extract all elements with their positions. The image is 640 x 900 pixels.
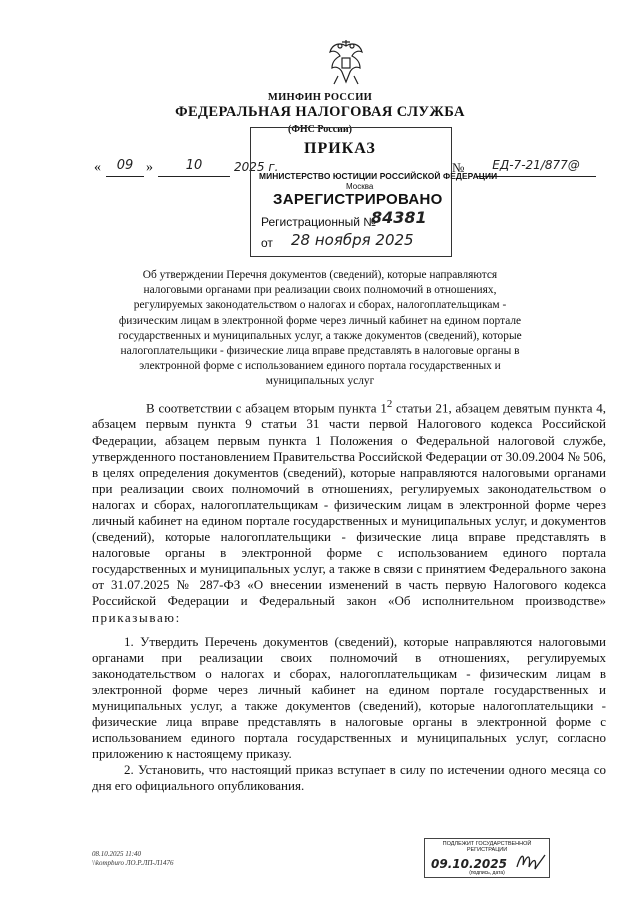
- stamp-date-prefix: от: [261, 236, 273, 250]
- paragraph-item-1: 1. Утвердить Перечень документов (сведений), которые направляются налоговыми органами при реализации своих полномочий в отношениях, регулируемых законодательством о налогах и сборах, налогоплательщикам - физическим лицам в электронной форме через личный кабинет на едином портале государственных и муниципальных услуг, а также документов (сведений), которые налогоплательщики - физические лица вправе представлять в налоговые органы в электронной форме с использованием единого портала государственных и муниципальных услуг, согласно приложению к настоящему приказу.: [92, 633, 606, 762]
- document-type: ПРИКАЗ: [304, 140, 376, 157]
- ministry-name: МИНФИН РОССИИ: [267, 92, 373, 103]
- box-sign-caption: (подпись, дата): [469, 870, 505, 876]
- coat-of-arms-icon: [326, 36, 366, 88]
- document-number: ЕД-7-21/877@: [476, 158, 596, 177]
- paragraph-preamble: [92, 396, 606, 626]
- preamble-text-b: статьи 21, абзацем девятым пункта 4, абзацем первым пункта 9 статьи 31 части первой Налогового кодекса Российской Федерации, абзацем первым пункта 1 Положения о Федеральной налоговой службе, утвержденного постановлением Правительства Российской Федерации от 30.09.2004 № 506, в целях определения документов (сведений), которые направляются налоговыми органами при реализации своих полномочий в отношениях, регулируемых законодательством о налогах и сборах, налогоплательщикам - физическим лицам в электронной форме через личный кабинет на едином портале государственных и муниципальных услуг, и документов (сведений), которые налогоплательщики - физические лица вправе представлять в налоговые органы в электронной форме с использованием единого портала государственных и муниципальных услуг, а также в связи с принятием Федерального закона от 31.07.2025 № 287-ФЗ «О внесении изменений в часть первую Налогового кодекса Российской Федерации и Федеральный закон «Об исполнительном производстве»: [92, 400, 607, 609]
- footer-timestamp: 08.10.2025 11:40: [92, 850, 142, 858]
- service-name: ФЕДЕРАЛЬНАЯ НАЛОГОВАЯ СЛУЖБА: [175, 104, 465, 120]
- order-word: приказываю:: [92, 609, 181, 625]
- document-body: [92, 396, 606, 795]
- service-abbr: (ФНС России): [287, 124, 352, 135]
- number-sign: №: [452, 160, 465, 175]
- paragraph-item-2: 2. Установить, что настоящий приказ вступает в силу по истечении одного месяца со дня его официального опубликования.: [92, 762, 606, 794]
- box-date: 09.10.2025: [431, 857, 507, 871]
- stamp-city: Москва: [346, 182, 374, 191]
- stamp-reg-date: 28 ноября 2025: [291, 231, 414, 249]
- document-title: Об утверждении Перечня документов (сведений), которые направляются налоговыми органами при реализации своих полномочий в отношениях, регулируемых законодательством о налогах и сборах, налогоплательщикам - физическим лицам в электронной форме через личный кабинет на едином портале государственных и муниципальных услуг, а также документов (сведений), которые налогоплательщики - физические лица вправе представлять в налоговые органы в электронной форме с использованием единого портала государственных и муниципальных услуг: [118, 269, 522, 388]
- date-open-quote: «: [94, 160, 101, 175]
- preamble-superscript: 2: [386, 398, 393, 410]
- registration-stamp: [250, 127, 498, 257]
- stamp-registered: ЗАРЕГИСТРИРОВАНО: [273, 191, 443, 208]
- date-close-quote: »: [146, 160, 153, 175]
- footer-file: \\kompburo ЛО.Р.ЛП-Л1476: [92, 859, 174, 867]
- date-year: 2025 г.: [234, 160, 279, 174]
- stamp-ministry-line: МИНИСТЕРСТВО ЮСТИЦИИ РОССИЙСКОЙ ФЕДЕРАЦИИ: [259, 171, 498, 181]
- stamp-reg-label: Регистрационный №: [261, 215, 377, 229]
- date-day: 09: [106, 158, 144, 177]
- stamp-reg-number: 84381: [371, 208, 427, 227]
- box-caption: ПОДЛЕЖИТ ГОСУДАРСТВЕННОЙ РЕГИСТРАЦИИ: [442, 841, 532, 853]
- preamble-text-a: В соответствии с абзацем вторым пункта 1: [146, 400, 387, 416]
- registration-note-box: [424, 838, 550, 878]
- date-month: 10: [158, 158, 230, 177]
- footer-meta: [92, 850, 174, 868]
